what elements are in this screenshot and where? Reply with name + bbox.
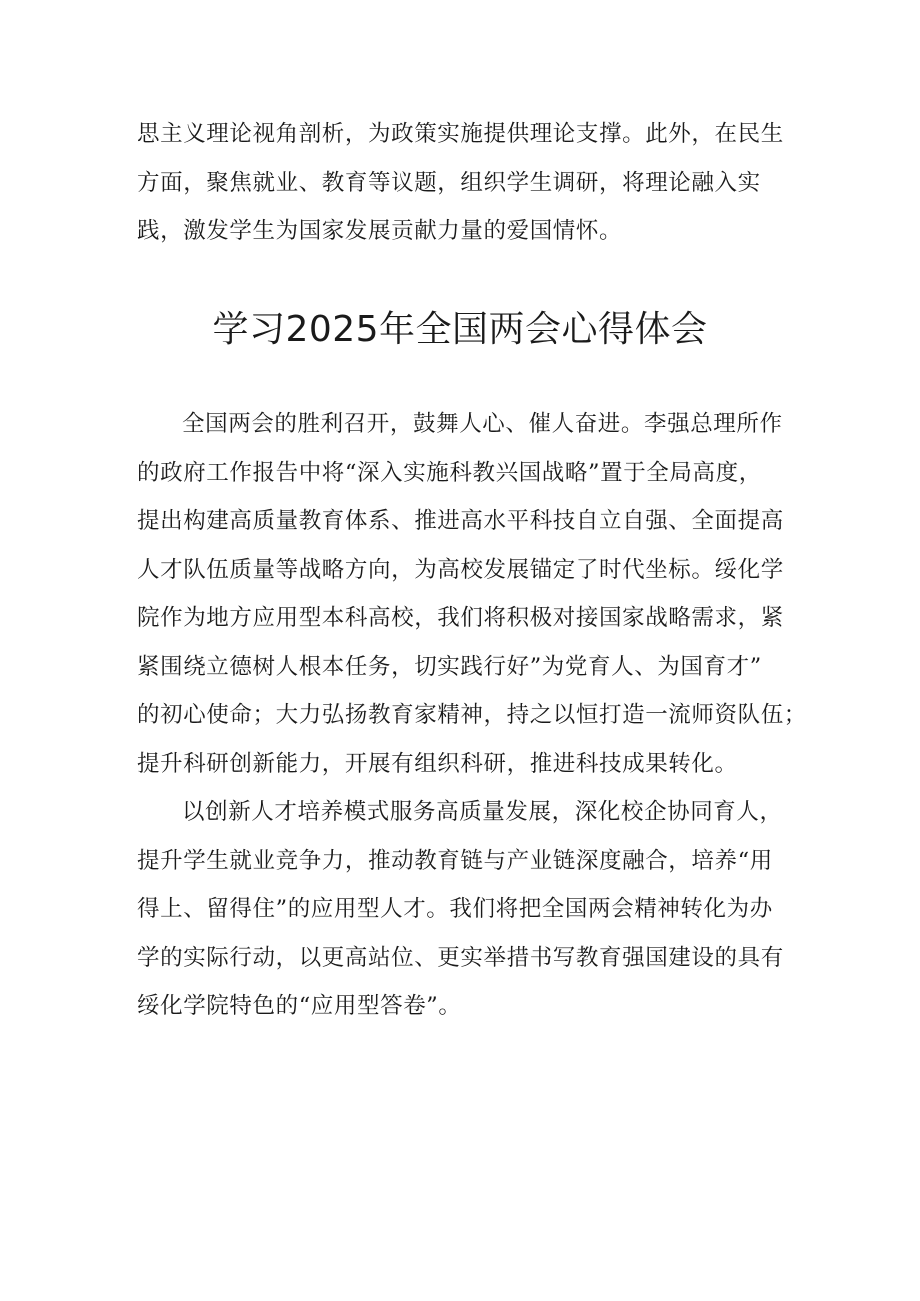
- text-line: 的政府工作报告中将“深入实施科教兴国战略”置于全局高度，: [137, 459, 762, 486]
- continuation-paragraph: [137, 110, 797, 256]
- text-line: 思主义理论视角剖析，为政策实施提供理论支撑。此外，在民生: [137, 121, 784, 147]
- document-title: 学习2025年全国两会心得体会: [212, 309, 708, 350]
- text-line: 方面，聚焦就业、教育等议题，组织学生调研，将理论融入实: [137, 169, 761, 196]
- text-line: 人才队伍质量等战略方向，为高校发展锚定了时代坐标。绥化学: [137, 556, 784, 583]
- text-line: 的初心使命；大力弘扬教育家精神，持之以恒打造一流师资队伍；: [137, 702, 807, 728]
- text-line: 院作为地方应用型本科高校，我们将积极对接国家战略需求，紧: [137, 605, 784, 631]
- text-line: 得上、留得住”的应用型人才。我们将把全国两会精神转化为办: [137, 896, 773, 922]
- text-line: 提升科研创新能力，开展有组织科研，推进科技成果转化。: [137, 750, 738, 777]
- body-section: [137, 400, 807, 1031]
- text-line: 提出构建高质量教育体系、推进高水平科技自立自强、全面提高: [137, 508, 784, 534]
- text-line: 提升学生就业竞争力，推动教育链与产业链深度融合，培养“用: [137, 847, 773, 874]
- paragraph-1: [137, 400, 807, 788]
- paragraph-2: [137, 788, 797, 1031]
- text-line: 绥化学院特色的“应用型答卷”。: [137, 993, 462, 1019]
- text-line: 紧围绕立德树人根本任务，切实践行好”为党育人、为国育才”: [137, 653, 762, 680]
- text-line: 学的实际行动，以更高站位、更实举措书写教育强国建设的具有: [137, 944, 784, 971]
- text-line: 全国两会的胜利召开，鼓舞人心、催人奋进。李强总理所作: [182, 411, 783, 437]
- paragraph: [137, 110, 797, 256]
- text-line: 以创新人才培养模式服务高质量发展，深化校企协同育人，: [182, 799, 783, 825]
- text-line: 践，激发学生为国家发展贡献力量的爱国情怀。: [137, 218, 623, 244]
